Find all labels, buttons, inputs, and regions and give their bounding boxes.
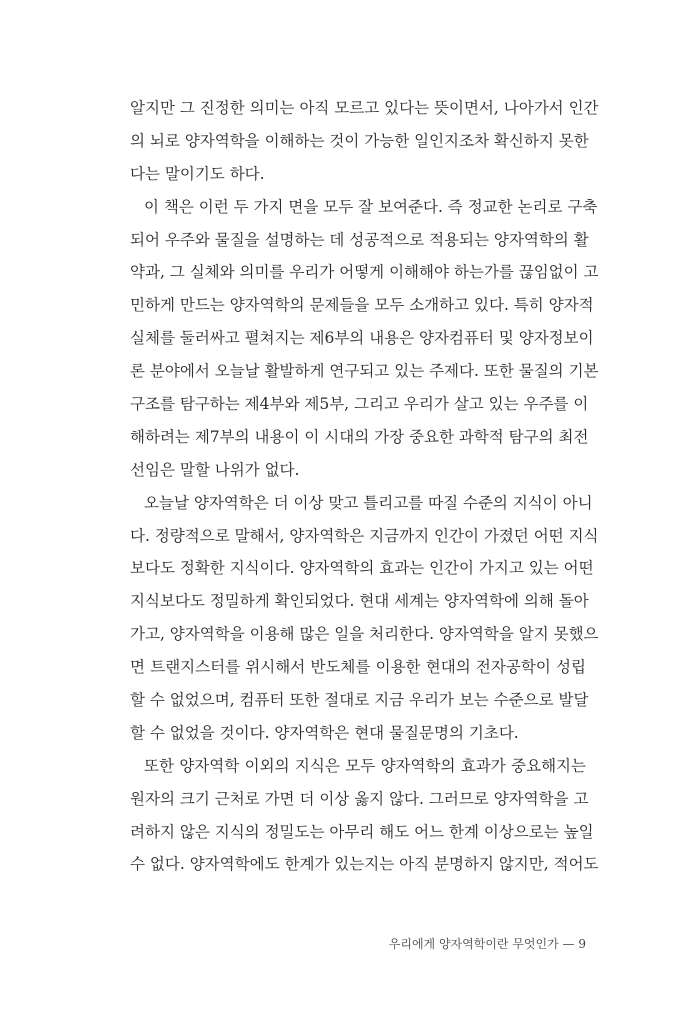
page-number: 9 [578, 937, 586, 951]
text-line: 선임은 말할 나위가 없다. [130, 460, 300, 479]
text-line: 면 트랜지스터를 위시해서 반도체를 이용한 현대의 전자공학이 성립 [130, 658, 586, 677]
text-line: 이 책은 이런 두 가지 면을 모두 잘 보여준다. 즉 정교한 논리로 구축 [144, 197, 598, 216]
body-text [130, 96, 599, 885]
text-line: 보다도 정확한 지식이다. 양자역학의 효과는 인간이 가지고 있는 어떤 [130, 559, 594, 578]
text-line: 지식보다도 정밀하게 확인되었다. 현대 세계는 양자역학에 의해 돌아 [130, 592, 589, 611]
text-line: 다는 말이기도 하다. [130, 164, 265, 183]
text-line: 론 분야에서 오늘날 활발하게 연구되고 있는 주제다. 또한 물질의 기본 [130, 362, 599, 381]
text-line: 민하게 만드는 양자역학의 문제들을 모두 소개하고 있다. 특히 양자적 [130, 296, 594, 315]
text-line: 수 없다. 양자역학에도 한계가 있는지는 아직 분명하지 않지만, 적어도 [130, 855, 599, 874]
text-line: 의 뇌로 양자역학을 이해하는 것이 가능한 일인지조차 확신하지 못한 [130, 131, 589, 150]
text-line: 다. 정량적으로 말해서, 양자역학은 지금까지 인간이 가졌던 어떤 지식 [130, 526, 599, 545]
text-line: 알지만 그 진정한 의미는 아직 모르고 있다는 뜻이면서, 나아가서 인간 [130, 99, 599, 117]
text-line: 약과, 그 실체와 의미를 우리가 어떻게 이해해야 하는가를 끊임없이 고 [130, 263, 599, 282]
page-footer [389, 935, 586, 952]
running-title: 우리에게 양자역학이란 무엇인가 [388, 937, 559, 951]
text-line: 되어 우주와 물질을 설명하는 데 성공적으로 적용되는 양자역학의 활 [130, 230, 589, 249]
footer-separator: — [562, 937, 575, 951]
text-line: 해하려는 제7부의 내용이 이 시대의 가장 중요한 과학적 탐구의 최전 [130, 427, 589, 446]
text-line: 려하지 않은 지식의 정밀도는 아무리 해도 어느 한계 이상으로는 높일 [130, 822, 594, 841]
text-line: 실체를 둘러싸고 펼쳐지는 제6부의 내용은 양자컴퓨터 및 양자정보이 [130, 329, 594, 348]
text-line: 또한 양자역학 이외의 지식은 모두 양자역학의 효과가 중요해지는 [144, 756, 586, 775]
text-line: 구조를 탐구하는 제4부와 제5부, 그리고 우리가 살고 있는 우주를 이 [130, 395, 589, 414]
text-line: 가고, 양자역학을 이용해 많은 일을 처리한다. 양자역학을 알지 못했으 [130, 625, 599, 644]
text-line: 할 수 없었을 것이다. 양자역학은 현대 물질문명의 기초다. [130, 723, 519, 742]
text-line: 할 수 없었으며, 컴퓨터 또한 절대로 지금 우리가 보는 수준으로 발달 [130, 691, 589, 710]
text-line: 오늘날 양자역학은 더 이상 맞고 틀리고를 따질 수준의 지식이 아니 [144, 493, 593, 512]
text-line: 원자의 크기 근처로 가면 더 이상 옳지 않다. 그러므로 양자역학을 고 [130, 789, 589, 808]
